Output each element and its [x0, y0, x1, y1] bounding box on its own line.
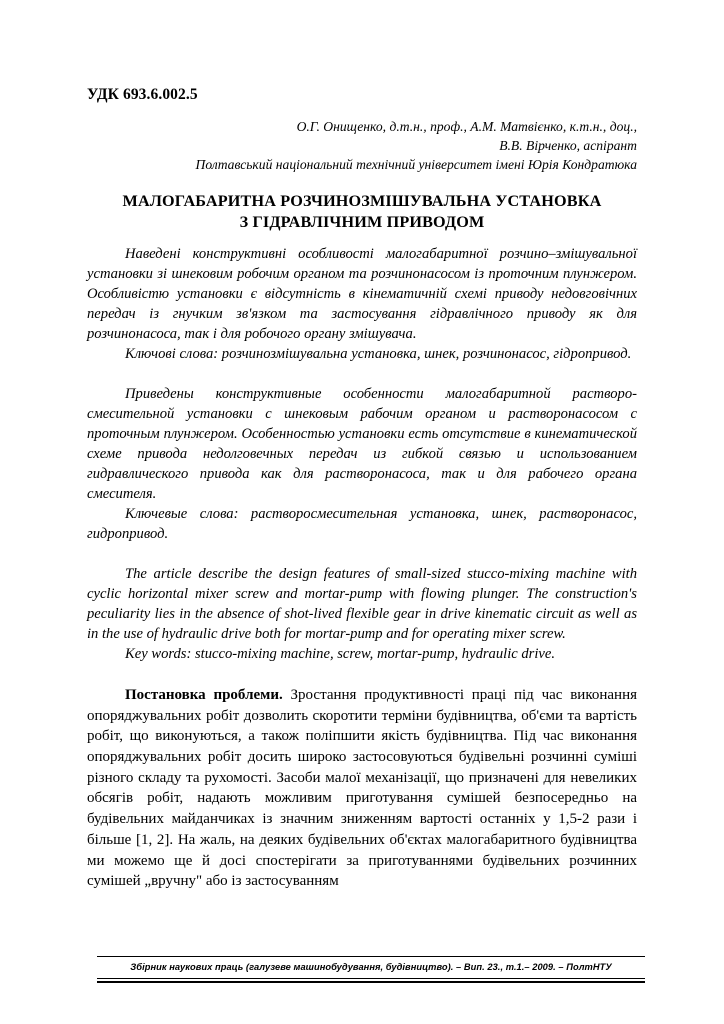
author-line-1: О.Г. Онищенко, д.т.н., проф., А.М. Матвієнко, к.т.н., доц., [296, 118, 637, 134]
title-line-2: З ГІДРАВЛІЧНИМ ПРИВОДОМ [239, 212, 485, 231]
title-line-1: МАЛОГАБАРИТНА РОЗЧИНОЗМІШУВАЛЬНА УСТАНОВКА [122, 192, 602, 211]
section-heading-inline: Постановка проблеми. [125, 687, 283, 703]
body-text: Зростання продуктивності праці під час виконання опоряджувальних робіт дозволить скоротити терміни будівництва, об'єми та вартість робіт, що виконуються, а також поліпшити якість будівництва. Під час виконання опоряджувальних робіт досить широко застосовуються будівельні розчинні суміші різного складу та рухомості. Засоби малої механізації, що призначені для невеликих обсягів робіт, надають можливим приготування сумішей безпосередньо на будівельних майданчиках із значним зниженням вартості останніх у 1,5-2 рази і більше [1, 2]. На жаль, на деяких будівельних об'єктах малогабаритного будівництва ми можемо ще й досі спостерігати за приготуваннями будівельних розчинних сумішей „вручну" або із застосуванням [87, 687, 637, 890]
page-title [87, 191, 637, 232]
udk-code: УДК 693.6.002.5 [87, 86, 198, 103]
page-content [87, 86, 637, 892]
author-line-2: В.В. Вірченко, аспірант [499, 137, 637, 153]
spacer [87, 545, 637, 565]
page-footer [97, 956, 645, 983]
keywords-ukrainian: Ключові слова: розчинозмішувальна установка, шнек, розчинонасос, гідропривод. [125, 346, 632, 363]
keywords-english: Key words: stucco-mixing machine, screw, mortar-pump, hydraulic drive. [125, 646, 556, 663]
body-paragraph-problem-statement [87, 685, 637, 892]
abstract-ukrainian: Наведені конструктивні особливості малогабаритної розчино–змішувальної установки зі шнековим робочим органом та розчинонасосом із проточним плунжером. Особливістю установки є відсутність в кінематичній схемі приводу недовговічних передач із гнучким зв'язком та застосування гідравлічного приводу як для розчинонасоса, так і для робочого органу змішувача. [87, 246, 637, 343]
affiliation: Полтавський національний технічний університет імені Юрія Кондратюка [195, 157, 637, 173]
footer-rule-bottom-thin [97, 978, 645, 979]
keywords-russian: Ключевые слова: растворосмесительная установка, шнек, растворонасос, гидропривод. [87, 506, 637, 543]
footer-citation: Збірник наукових праць (галузеве машинобудування, будівництво). – Вип. 23., т.1.– 2009. – ПолтНТУ [130, 962, 612, 972]
spacer [87, 365, 637, 385]
footer-rule-bottom-thick [97, 981, 645, 983]
abstract-english: The article describe the design features of small-sized stucco-mixing machine with cyclic horizontal mixer screw and mortar-pump with flowing plunger. The construction's peculiarity lies in the absence of shot-lived flexible gear in drive kinematic circuit as well as in the use of hydraulic drive both for mortar-pump and for operating mixer screw. [87, 566, 637, 643]
abstract-russian: Приведены конструктивные особенности малогабаритной растворо-смесительной установки с шнековым рабочим органом и растворонасосом с проточным плунжером. Особенностью установки есть отсутствие в кинематической схеме привода недолговечных передач из гибкой связью и использованием гидравлического привода как для растворонасоса, так и для рабочего органа смесителя. [87, 386, 637, 503]
